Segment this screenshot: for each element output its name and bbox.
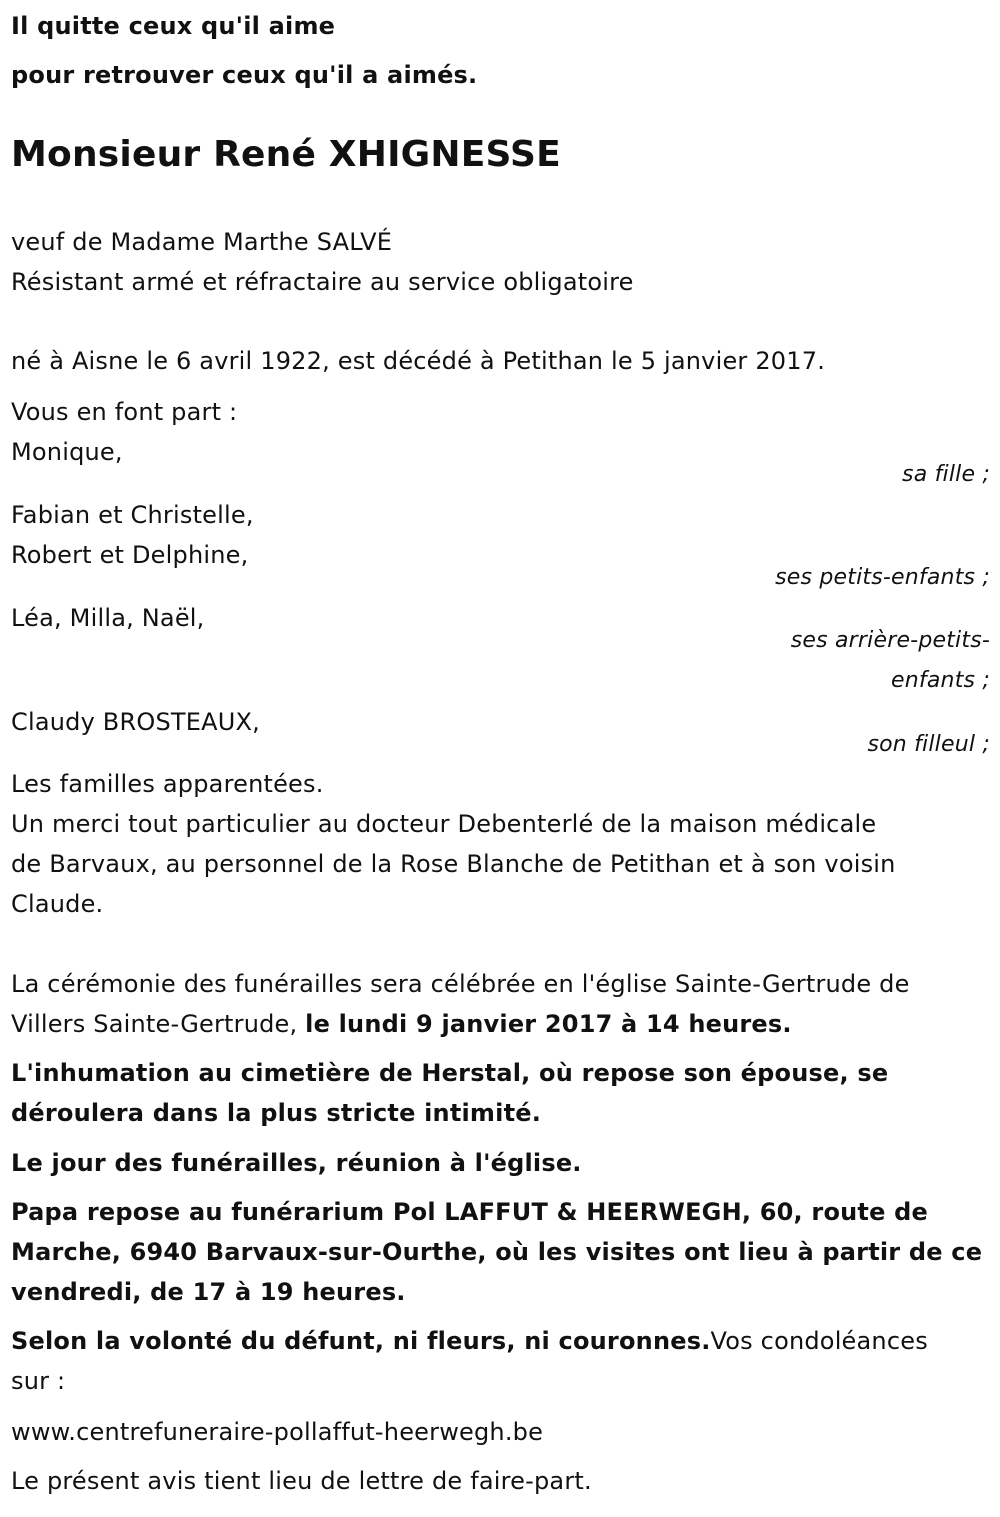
epigraph-line-2: pour retrouver ceux qu'il a aimés. [11,61,478,89]
rest-line-1: Papa repose au funérarium Pol LAFFUT & HEERWEGH, 60, route de [11,1198,928,1226]
daughter-names: Monique, [11,438,123,466]
ceremony-line-2 [11,1004,792,1044]
ceremony-line-1: La cérémonie des funérailles sera célébrée en l'église Sainte-Gertrude de [11,970,910,998]
grandchildren-line-1: Fabian et Christelle, [11,501,254,529]
meeting-line: Le jour des funérailles, réunion à l'église. [11,1149,582,1177]
ceremony-location: Villers Sainte-Gertrude, [11,1010,306,1038]
related-families: Les familles apparentées. [11,770,324,798]
great-grandchildren-relation-line-1: ses arrière-petits- [790,628,990,653]
daughter-relation: sa fille ; [902,462,990,487]
great-grandchildren-names: Léa, Milla, Naël, [11,604,205,632]
distinction-line: Résistant armé et réfractaire au service obligatoire [11,268,634,296]
birth-death-line: né à Aisne le 6 avril 1922, est décédé à Petithan le 5 janvier 2017. [11,347,826,375]
condolences-text: Vos condoléances [710,1327,928,1355]
wish-line-1 [11,1321,928,1361]
notice-line: Le présent avis tient lieu de lettre de faire-part. [11,1467,592,1495]
family-intro: Vous en font part : [11,398,238,426]
spouse-line: veuf de Madame Marthe SALVÉ [11,228,393,256]
grandchildren-relation: ses petits-enfants ; [775,565,990,590]
ceremony-date: le lundi 9 janvier 2017 à 14 heures. [305,1010,792,1038]
thanks-line-1: Un merci tout particulier au docteur Debenterlé de la maison médicale [11,810,877,838]
burial-line-1: L'inhumation au cimetière de Herstal, où repose son épouse, se [11,1059,889,1087]
rest-line-2: Marche, 6940 Barvaux-sur-Ourthe, où les visites ont lieu à partir de ce [11,1238,983,1266]
website-link[interactable]: www.centrefuneraire-pollaffut-heerwegh.be [11,1418,544,1446]
godson-name: Claudy BROSTEAUX, [11,708,260,736]
grandchildren-line-2: Robert et Delphine, [11,541,249,569]
burial-line-2: déroulera dans la plus stricte intimité. [11,1099,542,1127]
epigraph-line-1: Il quitte ceux qu'il aime [11,12,336,40]
godson-relation: son filleul ; [867,732,990,757]
wish-no-flowers: Selon la volonté du défunt, ni fleurs, ni couronnes. [11,1327,711,1355]
thanks-line-2: de Barvaux, au personnel de la Rose Blanche de Petithan et à son voisin [11,850,896,878]
thanks-line-3: Claude. [11,890,104,918]
great-grandchildren-relation-line-2: enfants ; [891,668,990,693]
deceased-name: Monsieur René XHIGNESSE [11,134,561,175]
rest-line-3: vendredi, de 17 à 19 heures. [11,1278,406,1306]
wish-line-2: sur : [11,1367,66,1395]
